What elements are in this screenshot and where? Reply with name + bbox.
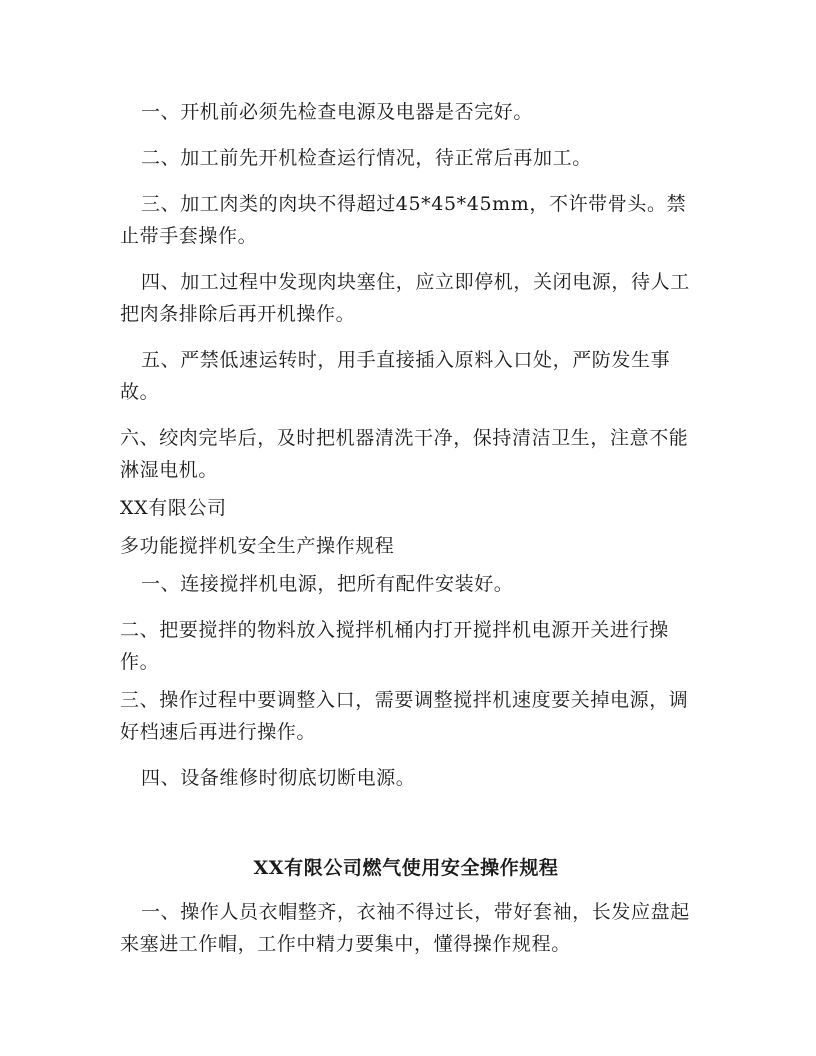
meat-grinder-rule-2: 二、加工前先开机检查运行情况，待正常后再加工。 <box>141 147 592 169</box>
document-page <box>120 96 692 974</box>
mixer-rule-2: 二、把要搅拌的物料放入搅拌机桶内打开搅拌机电源开关进行操作。 <box>120 619 669 673</box>
meat-grinder-rule-4: 四、加工过程中发现肉块塞住，应立即停机，关闭电源，待人工把肉条排除后再开机操作。 <box>120 271 690 325</box>
gas-safety-rule-1: 一、操作人员衣帽整齐，衣袖不得过长，带好套袖，长发应盘起来塞进工作帽，工作中精力要集中，懂得操作规程。 <box>120 901 690 955</box>
mixer-rule-4: 四、设备维修时彻底切断电源。 <box>141 767 416 789</box>
meat-grinder-rule-5: 五、严禁低速运转时，用手直接插入原料入口处，严防发生事故。 <box>120 349 671 403</box>
mixer-procedure-title: 多功能搅拌机安全生产操作规程 <box>120 535 395 557</box>
mixer-rule-3: 三、操作过程中要调整入口，需要调整搅拌机速度要关掉电源，调好档速后再进行操作。 <box>120 689 689 743</box>
meat-grinder-rule-3: 三、加工肉类的肉块不得超过45*45*45mm，不许带骨头。禁止带手套操作。 <box>120 193 687 247</box>
gas-safety-title: XX有限公司燃气使用安全操作规程 <box>253 857 559 879</box>
mixer-rule-1: 一、连接搅拌机电源，把所有配件安装好。 <box>141 573 514 595</box>
meat-grinder-rule-6: 六、绞肉完毕后，及时把机器清洗干净，保持清洁卫生，注意不能淋湿电机。 <box>120 427 689 481</box>
company-name: XX有限公司 <box>120 497 227 519</box>
meat-grinder-rule-1: 一、开机前必须先检查电源及电器是否完好。 <box>141 101 534 123</box>
